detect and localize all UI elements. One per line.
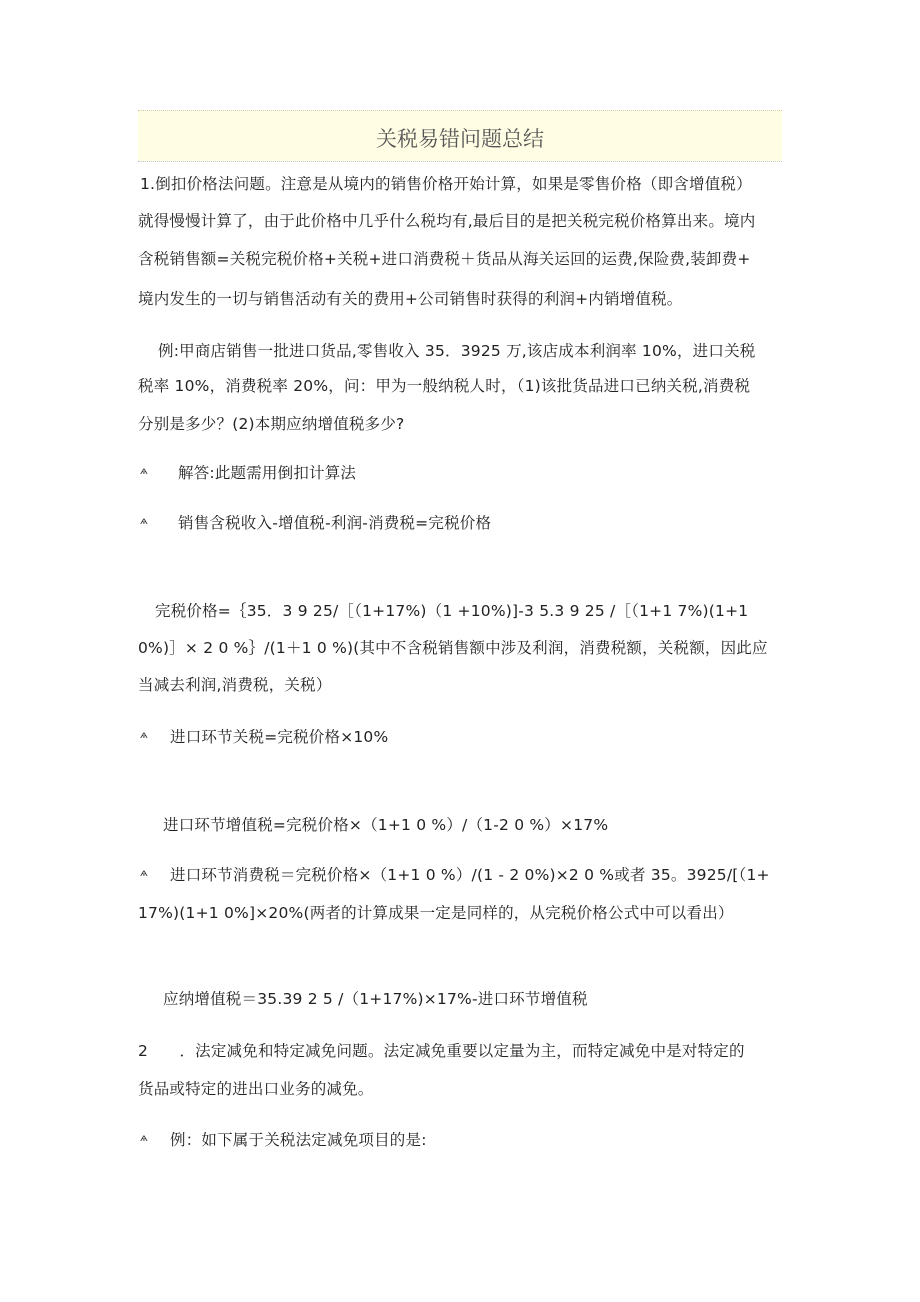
paragraph-line: 含税销售额=关税完税价格+关税+进口消费税＋货品从海关运回的运费,保险费,装卸费+	[138, 250, 751, 268]
paragraph-line: 17%)(1+1 0%]×20%(两者的计算成果一定是同样的，从完税价格公式中可以看出）	[138, 904, 734, 922]
paragraph-line: 就得慢慢计算了，由于此价格中几乎什么税均有,最后目的是把关税完税价格算出来。境内	[138, 212, 756, 230]
paragraph-line: 0%)］× 2 0 %｝/(1＋1 0 %)(其中不含税销售额中涉及利润，消费税额，关税额，因此应	[138, 639, 768, 657]
bullet-icon: ѧ	[140, 1133, 148, 1144]
bullet-icon: ѧ	[140, 730, 148, 741]
paragraph-line: 境内发生的一切与销售活动有关的费用+公司销售时获得的利润+内销增值税。	[138, 290, 683, 308]
bullet-icon: ѧ	[140, 516, 148, 527]
paragraph-line: 1.倒扣价格法问题。注意是从境内的销售价格开始计算，如果是零售价格（即含增值税）	[140, 175, 752, 193]
paragraph-line: 应纳增值税＝35.39 2 5 /（1+17%)×17%-进口环节增值税	[163, 990, 588, 1008]
bullet-icon: ѧ	[140, 868, 148, 879]
paragraph-line: 例：如下属于关税法定减免项目的是:	[170, 1131, 427, 1149]
paragraph-line: 进口环节增值税=完税价格×（1+1 0 %）/（1-2 0 %）×17%	[163, 816, 609, 834]
paragraph-line: 例:甲商店销售一批进口货品,零售收入 35．3925 万,该店成本利润率 10%，进口关税	[158, 342, 756, 360]
paragraph-line: 解答:此题需用倒扣计算法	[178, 464, 357, 482]
document-title: 关税易错问题总结	[376, 127, 544, 151]
paragraph-line: 销售含税收入-增值税-利润-消费税=完税价格	[178, 514, 492, 532]
title-band	[138, 110, 782, 162]
paragraph-line: 货品或特定的进出口业务的减免。	[138, 1080, 374, 1098]
paragraph-line: 进口环节消费税＝完税价格×（1+1 0 %）/(1 - 2 0%)×2 0 %或者 35。3925/[（1+	[170, 866, 770, 884]
paragraph-line: 当减去利润,消费税，关税）	[138, 676, 332, 694]
paragraph-line: 分别是多少？(2)本期应纳增值税多少?	[138, 415, 405, 433]
paragraph-line: 进口环节关税=完税价格×10%	[170, 728, 389, 746]
paragraph-line: 完税价格=｛35．3 9 25/［（1+17%)（1 +10%)]-3 5.3 9 25 /［（1+1 7%)(1+1	[155, 602, 749, 620]
paragraph-line: 2 ．法定减免和特定减免问题。法定减免重要以定量为主，而特定减免中是对特定的	[138, 1042, 745, 1060]
paragraph-line: 税率 10%，消费税率 20%，问：甲为一般纳税人时，（1)该批货品进口已纳关税,消费税	[138, 377, 751, 395]
bullet-icon: ѧ	[140, 466, 148, 477]
